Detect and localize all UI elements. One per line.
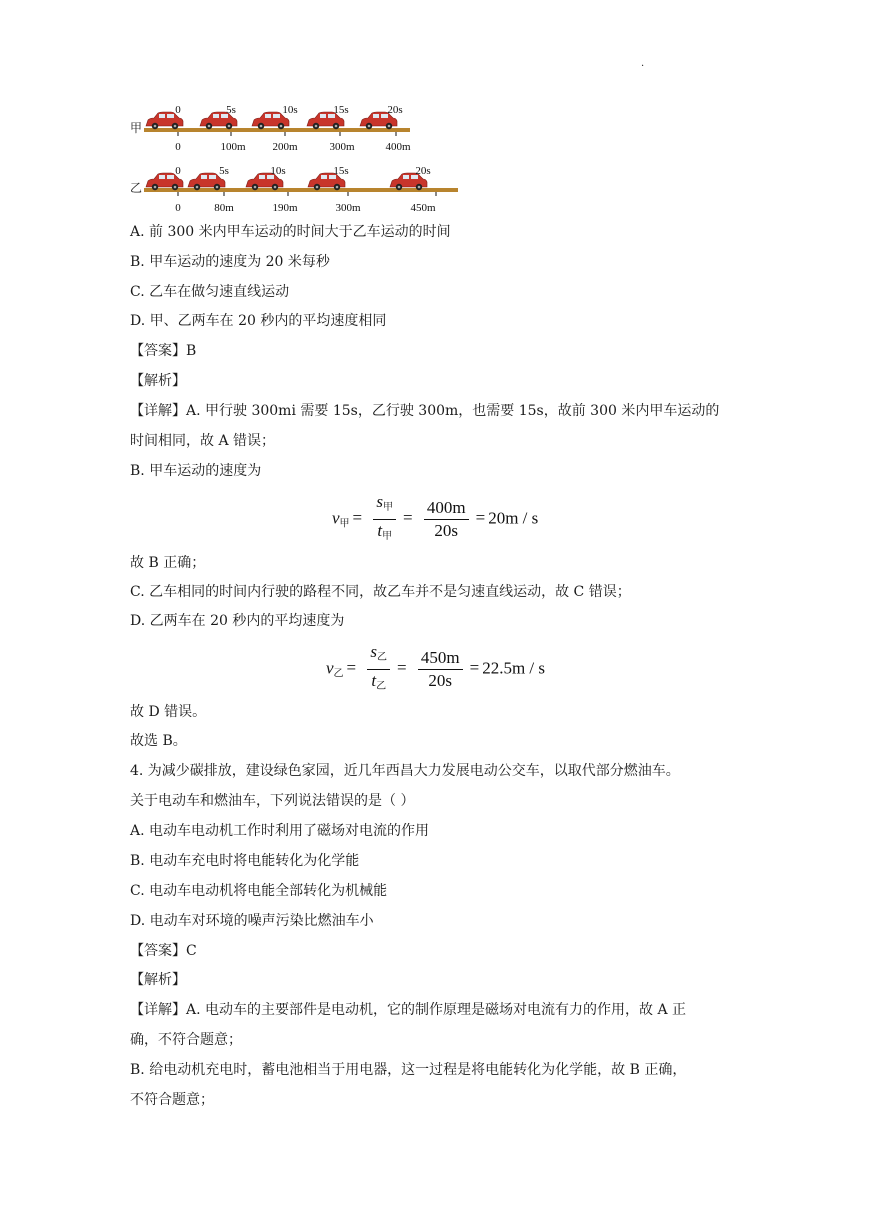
q4-answer: 【答案】C bbox=[130, 943, 197, 959]
r2-time-0: 0 bbox=[175, 165, 181, 177]
q3-detail-a-line1: 【详解】A. 甲行驶 300mi 需要 15s，乙行驶 300m，也需要 15s，故前 300 米内甲车运动的 bbox=[130, 403, 720, 419]
r2-time-3: 15s bbox=[333, 165, 349, 177]
motion-figure bbox=[130, 100, 460, 216]
header-mark: . bbox=[641, 58, 645, 69]
motion-diagram bbox=[130, 100, 460, 216]
q3-answer: 【答案】B bbox=[130, 343, 197, 359]
r1-dist-1: 100m bbox=[220, 141, 246, 153]
formula-velocity-yi: $v_乙$ = $\frac{s_乙}{t_乙}$ = $\frac{450m}{20s}$ = 22.5m / s bbox=[326, 642, 545, 692]
q3-option-b: B. 甲车运动的速度为 20 米每秒 bbox=[130, 254, 330, 270]
q4-option-d: D. 电动车对环境的噪声污染比燃油车小 bbox=[130, 913, 374, 929]
r1-time-2: 10s bbox=[282, 104, 298, 116]
q3-option-c: C. 乙车在做匀速直线运动 bbox=[130, 284, 290, 300]
r2-dist-4: 450m bbox=[410, 202, 436, 214]
q4-option-c: C. 电动车电动机将电能全部转化为机械能 bbox=[130, 883, 388, 899]
road-2 bbox=[144, 188, 458, 192]
q3-option-d: D. 甲、乙两车在 20 秒内的平均速度相同 bbox=[130, 313, 387, 329]
row2-label: 乙 bbox=[130, 181, 143, 195]
q3-detail-c: C. 乙车相同的时间内行驶的路程不同，故乙车并不是匀速直线运动，故 C 错误； bbox=[130, 584, 631, 600]
q4-stem-line2: 关于电动车和燃油车，下列说法错误的是（ ） bbox=[130, 793, 415, 809]
q4-option-a: A. 电动车电动机工作时利用了磁场对电流的作用 bbox=[130, 823, 430, 839]
r2-dist-1: 80m bbox=[214, 202, 234, 214]
r2-dist-3: 300m bbox=[335, 202, 361, 214]
r2-time-4: 20s bbox=[415, 165, 431, 177]
q4-detail-b-line1: B. 给电动机充电时，蓄电池相当于用电器，这一过程是将电能转化为化学能，故 B 正确， bbox=[130, 1062, 687, 1078]
q3-detail-a-line2: 时间相同，故 A 错误； bbox=[130, 433, 276, 449]
q3-detail-b: B. 甲车运动的速度为 bbox=[130, 463, 262, 479]
r1-time-0: 0 bbox=[175, 104, 181, 116]
q3-option-a: A. 前 300 米内甲车运动的时间大于乙车运动的时间 bbox=[130, 224, 451, 240]
q4-option-b: B. 电动车充电时将电能转化为化学能 bbox=[130, 853, 360, 869]
r2-time-1: 5s bbox=[219, 165, 229, 177]
r1-time-3: 15s bbox=[333, 104, 349, 116]
q4-detail-a-line1: 【详解】A. 电动车的主要部件是电动机，它的制作原理是磁场对电流有力的作用，故 A 正 bbox=[130, 1002, 687, 1018]
r1-dist-0: 0 bbox=[175, 141, 181, 153]
r1-dist-4: 400m bbox=[385, 141, 411, 153]
q3-choose: 故选 B。 bbox=[130, 733, 187, 749]
r1-dist-2: 200m bbox=[272, 141, 298, 153]
q4-analysis: 【解析】 bbox=[130, 972, 186, 988]
q3-analysis: 【解析】 bbox=[130, 373, 186, 389]
q4-detail-b-line2: 不符合题意； bbox=[130, 1092, 214, 1108]
r2-dist-0: 0 bbox=[175, 202, 181, 214]
q3-detail-d: D. 乙两车在 20 秒内的平均速度为 bbox=[130, 613, 345, 629]
formula-velocity-jia: $v_甲$ = $\frac{s_甲}{t_甲}$ = $\frac{400m}{20s}$ = 20m / s bbox=[332, 492, 539, 542]
row1-label: 甲 bbox=[130, 121, 143, 135]
r2-dist-2: 190m bbox=[272, 202, 298, 214]
r1-time-1: 5s bbox=[226, 104, 236, 116]
q4-stem-line1: 4. 为减少碳排放，建设绿色家园，近几年西昌大力发展电动公交车，以取代部分燃油车。 bbox=[130, 763, 680, 779]
r2-time-2: 10s bbox=[270, 165, 286, 177]
q3-b-conclusion: 故 B 正确； bbox=[130, 555, 206, 571]
q4-detail-a-line2: 确，不符合题意； bbox=[130, 1032, 242, 1048]
r1-time-4: 20s bbox=[387, 104, 403, 116]
r1-dist-3: 300m bbox=[329, 141, 355, 153]
q3-d-conclusion: 故 D 错误。 bbox=[130, 704, 207, 720]
